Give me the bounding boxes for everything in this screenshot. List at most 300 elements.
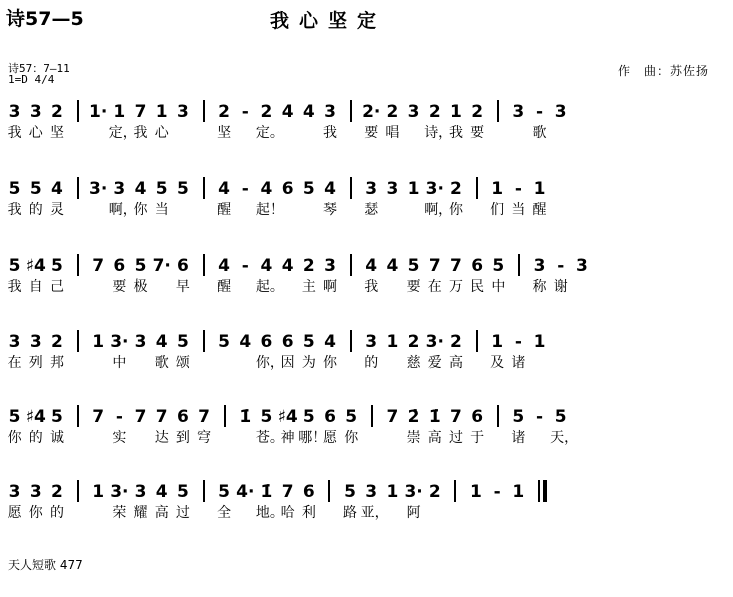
- note: 2: [428, 102, 441, 122]
- lyric-syllable: 民: [470, 279, 485, 295]
- lyric-syllable: 要: [470, 125, 485, 141]
- note: -: [241, 256, 249, 276]
- barline: [203, 177, 205, 199]
- lyric-syllable: 在: [427, 279, 442, 295]
- lyric-syllable: 自: [28, 279, 43, 295]
- note: 4: [386, 256, 399, 276]
- barline: [350, 100, 352, 122]
- note: -: [241, 102, 249, 122]
- note: 2: [386, 102, 399, 122]
- lyric-syllable: [172, 124, 193, 144]
- note: 3: [554, 102, 567, 122]
- lyric-syllable: 哈: [280, 505, 295, 521]
- lyric-syllable: [235, 124, 256, 144]
- note: 2: [51, 332, 63, 352]
- lyric-syllable: 过: [175, 505, 190, 521]
- note: 1: [92, 482, 105, 502]
- lyric-syllable: 你: [344, 430, 359, 446]
- lyric-syllable: 为: [301, 355, 316, 371]
- note: 5: [29, 179, 42, 199]
- note: 5: [176, 332, 189, 352]
- lyric-syllable: [130, 354, 151, 374]
- note: 7: [281, 482, 294, 502]
- note: 6: [281, 332, 294, 352]
- lyric-syllable: [214, 354, 235, 374]
- note: 1̇: [239, 407, 252, 427]
- note: 5: [260, 407, 273, 427]
- lyric-syllable: [277, 278, 298, 298]
- note: ♯4: [25, 256, 46, 276]
- lyric-syllable: 起！: [255, 202, 284, 218]
- lyric-syllable: [508, 124, 529, 144]
- lyric-syllable: 你，: [255, 355, 284, 371]
- barline: [77, 480, 79, 502]
- note: 5: [344, 482, 356, 502]
- lyric-syllable: [571, 278, 592, 298]
- note: ♯4: [277, 407, 298, 427]
- note: 7: [450, 407, 462, 427]
- lyric-syllable: 啊，: [108, 202, 137, 218]
- lyric-syllable: 荣: [112, 505, 127, 521]
- note: 6: [260, 332, 273, 352]
- note: 5: [176, 179, 189, 199]
- lyric-syllable: 的: [28, 202, 43, 218]
- lyric-syllable: 灵: [49, 202, 64, 218]
- note: 4: [260, 179, 273, 199]
- lyric-syllable: 你: [323, 355, 338, 371]
- lyric-syllable: [382, 504, 403, 524]
- lyric-syllable: 己: [49, 279, 64, 295]
- lyric-syllable: 你: [28, 505, 43, 521]
- note: 5: [134, 256, 147, 276]
- lyric-syllable: 要: [406, 279, 421, 295]
- lyric-syllable: 歌: [154, 355, 169, 371]
- note: 1: [386, 482, 399, 502]
- lyric-syllable: 定。: [255, 125, 284, 141]
- note: 6: [324, 407, 336, 427]
- note: 5: [218, 482, 231, 502]
- notes-row: [4, 252, 593, 276]
- note: 1: [155, 102, 168, 122]
- lyric-syllable: 早: [175, 279, 190, 295]
- lyric-syllable: 万: [448, 279, 463, 295]
- lyric-syllable: 到: [175, 430, 190, 446]
- note: 5: [407, 256, 420, 276]
- lyric-syllable: [382, 429, 403, 449]
- note: 2: [260, 102, 273, 122]
- note: 5: [8, 256, 21, 276]
- note: 4: [281, 256, 294, 276]
- notes-row: [4, 403, 571, 427]
- note: 6: [471, 256, 484, 276]
- barline: [350, 330, 352, 352]
- barline: [203, 480, 205, 502]
- score-system: [0, 98, 733, 148]
- lyric-syllable: 们: [490, 202, 505, 218]
- lyric-syllable: 在: [7, 355, 22, 371]
- lyric-syllable: 心: [28, 125, 43, 141]
- lyric-syllable: [403, 124, 424, 144]
- note: 7: [134, 407, 147, 427]
- note: 3: [8, 332, 21, 352]
- lyrics-row: [4, 429, 579, 449]
- note: 4: [155, 482, 168, 502]
- lyric-syllable: [88, 124, 109, 144]
- note: 7: [134, 102, 147, 122]
- note: -: [493, 482, 501, 502]
- note: 4: [155, 332, 168, 352]
- barline: [203, 100, 205, 122]
- note: 3: [512, 102, 525, 122]
- lyric-syllable: [130, 429, 151, 449]
- lyric-syllable: [550, 124, 571, 144]
- score-system: [0, 252, 733, 302]
- lyric-syllable: 唱: [385, 125, 400, 141]
- note: 5: [345, 407, 358, 427]
- lyric-syllable: [529, 354, 550, 374]
- note: 1·: [89, 102, 108, 122]
- lyrics-row: [4, 354, 550, 374]
- score-system: [0, 403, 733, 453]
- lyric-syllable: [88, 201, 109, 221]
- lyric-syllable: 的: [28, 430, 43, 446]
- note: 4: [302, 102, 315, 122]
- barline: [518, 254, 520, 276]
- lyric-syllable: [88, 354, 109, 374]
- lyric-syllable: 歌: [532, 125, 547, 141]
- note: 7: [92, 407, 105, 427]
- lyric-syllable: 我: [133, 125, 148, 141]
- barline: [77, 405, 79, 427]
- note: 3·: [425, 332, 444, 352]
- note: 6: [113, 256, 126, 276]
- composer-credit: 作 曲：苏佐扬: [618, 64, 710, 78]
- barline: [350, 254, 352, 276]
- note: 2: [302, 256, 315, 276]
- notes-row: [4, 478, 556, 502]
- lyric-syllable: 耀: [133, 505, 148, 521]
- lyric-syllable: [235, 429, 256, 449]
- note: 1: [512, 482, 525, 502]
- lyric-syllable: 因: [280, 355, 295, 371]
- barline: [328, 480, 330, 502]
- lyric-syllable: 地。: [255, 505, 284, 521]
- note: -: [557, 256, 565, 276]
- barline: [454, 480, 456, 502]
- note: 4: [260, 256, 273, 276]
- note: 3: [386, 179, 399, 199]
- note: 6: [176, 407, 189, 427]
- note: 3: [365, 332, 378, 352]
- note: 6: [281, 179, 294, 199]
- note: 3: [29, 102, 42, 122]
- hymn-reference: 诗57—5: [6, 8, 84, 30]
- lyric-syllable: 天，: [550, 430, 579, 446]
- note: 1: [491, 179, 504, 199]
- lyrics-row: [4, 201, 550, 221]
- note: 5: [155, 179, 168, 199]
- lyric-syllable: [424, 504, 445, 524]
- note: 1̇: [260, 482, 273, 502]
- lyric-syllable: 诚: [49, 430, 64, 446]
- barline: [543, 480, 547, 502]
- note: 4: [324, 332, 336, 352]
- note: 2: [407, 332, 420, 352]
- note: 7·: [152, 256, 171, 276]
- note: 3: [29, 482, 42, 502]
- lyric-syllable: [508, 504, 529, 524]
- notes-row: [4, 328, 550, 352]
- lyric-syllable: [88, 278, 109, 298]
- note: 3: [8, 102, 21, 122]
- lyric-syllable: 阿: [406, 505, 421, 521]
- note: 1: [450, 102, 462, 122]
- note: 3: [8, 482, 21, 502]
- lyric-syllable: 诸: [511, 430, 526, 446]
- lyric-syllable: 要: [364, 125, 379, 141]
- lyric-syllable: 于: [470, 430, 485, 446]
- note: 5: [51, 407, 63, 427]
- lyric-syllable: 列: [28, 355, 43, 371]
- note: 5: [8, 179, 21, 199]
- lyric-syllable: 诸: [511, 355, 526, 371]
- note: 4: [324, 179, 336, 199]
- barline: [77, 100, 79, 122]
- note: 3: [176, 102, 189, 122]
- page-title: 我心坚定: [270, 10, 387, 32]
- note: 4: [134, 179, 147, 199]
- note: 3: [134, 482, 147, 502]
- barline: [77, 177, 79, 199]
- lyric-syllable: 实: [112, 430, 127, 446]
- score-system: [0, 478, 733, 528]
- lyric-syllable: 醒: [217, 279, 232, 295]
- note: 3: [324, 102, 336, 122]
- lyric-syllable: 中: [491, 279, 506, 295]
- note: 2̇: [407, 407, 420, 427]
- note: -: [536, 407, 544, 427]
- note: 1̇: [428, 407, 441, 427]
- note: 3·: [404, 482, 423, 502]
- lyric-syllable: [298, 124, 319, 144]
- lyric-syllable: 醒: [532, 202, 547, 218]
- lyric-syllable: [298, 201, 319, 221]
- note: 1: [113, 102, 126, 122]
- note: 7: [450, 256, 462, 276]
- lyric-syllable: 穹: [197, 430, 212, 446]
- note: 3: [134, 332, 147, 352]
- note: -: [241, 179, 249, 199]
- note: ♯4: [25, 407, 46, 427]
- note: 6: [176, 256, 189, 276]
- lyric-syllable: 利: [301, 505, 316, 521]
- note: 3: [365, 482, 378, 502]
- lyric-syllable: 中: [112, 355, 127, 371]
- note: 5: [302, 179, 315, 199]
- note: 7: [92, 256, 105, 276]
- lyric-syllable: 醒: [217, 202, 232, 218]
- note: 2: [471, 102, 484, 122]
- note: 3: [29, 332, 42, 352]
- note: 7: [428, 256, 441, 276]
- note: 4: [365, 256, 378, 276]
- lyric-syllable: 定，: [108, 125, 137, 141]
- lyric-syllable: 你: [7, 430, 22, 446]
- note: 5: [302, 407, 315, 427]
- lyric-syllable: [88, 429, 109, 449]
- note: 3: [575, 256, 588, 276]
- note: 5: [8, 407, 21, 427]
- note: 3: [113, 179, 126, 199]
- note: 2: [218, 102, 231, 122]
- lyric-syllable: 达: [154, 430, 169, 446]
- lyric-syllable: 愿: [323, 430, 338, 446]
- lyric-syllable: 当: [511, 202, 526, 218]
- lyric-syllable: 我: [448, 125, 463, 141]
- note: 3·: [89, 179, 108, 199]
- lyric-syllable: 高: [427, 430, 442, 446]
- lyric-syllable: 慈: [406, 355, 421, 371]
- score-system: [0, 328, 733, 378]
- scripture-source: 诗57：7—11: [8, 62, 70, 75]
- lyric-syllable: 的: [364, 355, 379, 371]
- lyric-syllable: 啊，: [424, 202, 453, 218]
- barline: [497, 405, 499, 427]
- note: 6: [302, 482, 315, 502]
- lyric-syllable: [235, 504, 256, 524]
- lyric-syllable: [465, 504, 486, 524]
- lyric-syllable: [235, 354, 256, 374]
- note: 1: [533, 179, 546, 199]
- note: 1: [470, 482, 482, 502]
- lyric-syllable: [277, 124, 298, 144]
- lyrics-row: [4, 504, 535, 524]
- note: 3·: [425, 179, 444, 199]
- score-system: [0, 175, 733, 225]
- note: 6: [471, 407, 484, 427]
- notes-row: [4, 98, 571, 122]
- lyric-syllable: 神: [280, 430, 295, 446]
- note: 1: [491, 332, 504, 352]
- lyric-syllable: 坚: [49, 125, 64, 141]
- note: 5: [51, 256, 63, 276]
- note: 3: [533, 256, 546, 276]
- lyric-syllable: 瑟: [364, 202, 379, 218]
- barline: [224, 405, 226, 427]
- note: 3·: [110, 482, 129, 502]
- lyric-syllable: 你: [448, 202, 463, 218]
- note: 5: [302, 332, 315, 352]
- barline: [497, 100, 499, 122]
- note: 4: [51, 179, 63, 199]
- lyrics-row: [4, 278, 593, 298]
- note: 5: [512, 407, 525, 427]
- note: -: [514, 332, 522, 352]
- lyric-syllable: 琴: [323, 202, 338, 218]
- barline: [350, 177, 352, 199]
- note: 3: [407, 102, 420, 122]
- lyric-syllable: 你: [133, 202, 148, 218]
- lyrics-row: [4, 124, 571, 144]
- note: 4: [218, 256, 231, 276]
- note: 1: [92, 332, 105, 352]
- note: 3: [324, 256, 336, 276]
- lyric-syllable: [88, 504, 109, 524]
- lyric-syllable: 坚: [217, 125, 232, 141]
- lyric-syllable: 亚，: [360, 505, 389, 521]
- lyric-syllable: 极: [133, 279, 148, 295]
- lyric-syllable: 我: [7, 125, 22, 141]
- lyric-syllable: 当: [154, 202, 169, 218]
- barline: [203, 254, 205, 276]
- note: 1: [533, 332, 546, 352]
- lyric-syllable: 我: [364, 279, 379, 295]
- lyric-syllable: 啊: [323, 279, 338, 295]
- lyric-syllable: [382, 278, 403, 298]
- lyric-syllable: 苍。: [255, 430, 284, 446]
- lyric-syllable: 哪！: [298, 430, 327, 446]
- notes-row: [4, 175, 550, 199]
- lyric-syllable: 全: [217, 505, 232, 521]
- note: 2·: [362, 102, 381, 122]
- note: -: [514, 179, 522, 199]
- note: 5: [492, 256, 505, 276]
- lyric-syllable: 要: [112, 279, 127, 295]
- barline: [77, 330, 79, 352]
- lyric-syllable: [382, 354, 403, 374]
- note: 2: [450, 332, 462, 352]
- lyric-syllable: 过: [448, 430, 463, 446]
- lyric-syllable: [235, 278, 256, 298]
- lyric-syllable: 高: [154, 505, 169, 521]
- hymnal-credit: 天人短歌 477: [8, 558, 83, 572]
- lyric-syllable: 主: [301, 279, 316, 295]
- note: 2: [51, 482, 63, 502]
- note: -: [536, 102, 544, 122]
- barline: [538, 480, 540, 502]
- note: 2: [450, 179, 462, 199]
- lyric-syllable: 我: [7, 202, 22, 218]
- note: 5: [176, 482, 189, 502]
- lyric-syllable: [151, 278, 172, 298]
- lyric-syllable: 称: [532, 279, 547, 295]
- note: 1: [407, 179, 420, 199]
- note: 7: [386, 407, 399, 427]
- note: 2: [428, 482, 441, 502]
- key-signature: 1=D 4/4: [8, 73, 55, 86]
- lyric-syllable: [403, 201, 424, 221]
- note: 4: [281, 102, 294, 122]
- lyric-syllable: 诗，: [424, 125, 453, 141]
- lyric-syllable: [382, 201, 403, 221]
- note: 4: [239, 332, 252, 352]
- lyric-syllable: 爱: [427, 355, 442, 371]
- lyric-syllable: 起。: [255, 279, 284, 295]
- lyric-syllable: 的: [49, 505, 64, 521]
- note: 4·: [236, 482, 255, 502]
- note: 7: [155, 407, 168, 427]
- note: 7: [198, 407, 211, 427]
- note: 2: [51, 102, 63, 122]
- barline: [371, 405, 373, 427]
- lyric-syllable: [172, 201, 193, 221]
- lyric-syllable: 邦: [49, 355, 64, 371]
- lyric-syllable: [277, 201, 298, 221]
- note: -: [115, 407, 123, 427]
- lyric-syllable: 我: [7, 279, 22, 295]
- lyric-syllable: 颂: [175, 355, 190, 371]
- lyric-syllable: 路: [343, 505, 358, 521]
